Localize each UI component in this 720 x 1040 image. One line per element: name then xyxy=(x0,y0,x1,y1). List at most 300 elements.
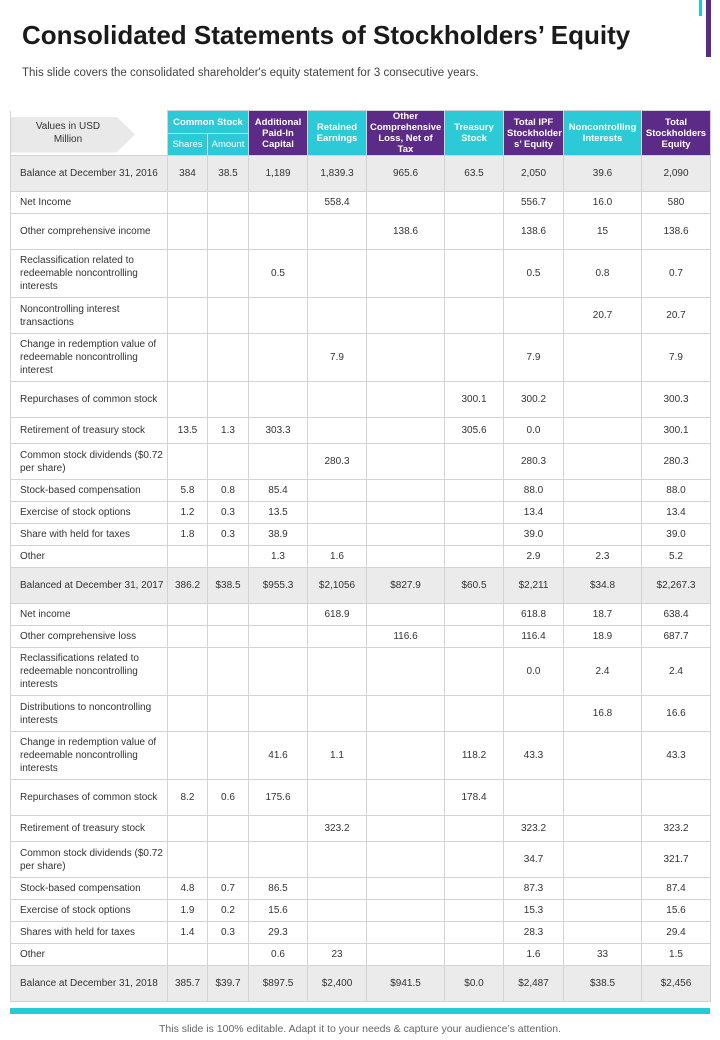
row-label: Share with held for taxes xyxy=(11,524,168,546)
cell-total-equity: 280.3 xyxy=(642,444,711,480)
table-row xyxy=(11,502,711,524)
cell-apic xyxy=(249,298,308,334)
cell-total-ipf: 280.3 xyxy=(504,444,564,480)
row-label: Other xyxy=(11,944,168,966)
table-row xyxy=(11,780,711,816)
row-label: Balance at December 31, 2018 xyxy=(11,966,168,1002)
table-row xyxy=(11,214,711,250)
cell-total-equity: 88.0 xyxy=(642,480,711,502)
cell-oci xyxy=(367,546,445,568)
cell-treasury xyxy=(445,944,504,966)
cell-treasury xyxy=(445,816,504,842)
cell-shares: 5.8 xyxy=(168,480,208,502)
cell-oci xyxy=(367,444,445,480)
row-label: Retirement of treasury stock xyxy=(11,418,168,444)
cell-treasury xyxy=(445,604,504,626)
cell-treasury xyxy=(445,648,504,696)
cell-noncontrolling xyxy=(564,502,642,524)
cell-total-equity: 321.7 xyxy=(642,842,711,878)
cell-total-equity: 1.5 xyxy=(642,944,711,966)
cell-noncontrolling: 39.6 xyxy=(564,156,642,192)
cell-apic: $955.3 xyxy=(249,568,308,604)
cell-oci: 138.6 xyxy=(367,214,445,250)
cell-amount: 0.3 xyxy=(208,502,249,524)
row-label: Balance at December 31, 2016 xyxy=(11,156,168,192)
cell-apic xyxy=(249,842,308,878)
cell-shares: 384 xyxy=(168,156,208,192)
row-label: Common stock dividends ($0.72 per share) xyxy=(11,842,168,878)
cell-treasury: 118.2 xyxy=(445,732,504,780)
cell-noncontrolling xyxy=(564,816,642,842)
cell-amount xyxy=(208,334,249,382)
cell-shares xyxy=(168,626,208,648)
cell-apic: 1.3 xyxy=(249,546,308,568)
cell-treasury xyxy=(445,524,504,546)
cell-total-ipf: 39.0 xyxy=(504,524,564,546)
cell-total-ipf: $2,211 xyxy=(504,568,564,604)
header-shares: Shares xyxy=(168,134,208,156)
cell-apic: 13.5 xyxy=(249,502,308,524)
cell-total-ipf: 13.4 xyxy=(504,502,564,524)
cell-noncontrolling xyxy=(564,444,642,480)
cell-apic xyxy=(249,382,308,418)
cell-noncontrolling xyxy=(564,480,642,502)
cell-noncontrolling: $34.8 xyxy=(564,568,642,604)
cell-total-equity: 2.4 xyxy=(642,648,711,696)
cell-treasury: 178.4 xyxy=(445,780,504,816)
table-row xyxy=(11,298,711,334)
cell-total-ipf: 300.2 xyxy=(504,382,564,418)
cell-retained xyxy=(308,214,367,250)
cell-total-equity: 323.2 xyxy=(642,816,711,842)
cell-shares xyxy=(168,250,208,298)
cell-total-ipf: 88.0 xyxy=(504,480,564,502)
cell-treasury: $0.0 xyxy=(445,966,504,1002)
cell-total-ipf xyxy=(504,696,564,732)
cell-oci xyxy=(367,334,445,382)
cell-retained xyxy=(308,480,367,502)
footer-note: This slide is 100% editable. Adapt it to your needs & capture your audience’s attention. xyxy=(159,1023,561,1035)
cell-oci xyxy=(367,732,445,780)
row-label: Reclassifications related to redeemable noncontrolling interests xyxy=(11,648,168,696)
cell-apic xyxy=(249,334,308,382)
cell-shares: 1.8 xyxy=(168,524,208,546)
cell-noncontrolling xyxy=(564,382,642,418)
cell-shares: 385.7 xyxy=(168,966,208,1002)
cell-total-equity: 5.2 xyxy=(642,546,711,568)
cell-oci xyxy=(367,418,445,444)
cell-amount xyxy=(208,250,249,298)
header-amount: Amount xyxy=(208,134,249,156)
header-noncontrolling: Noncontrolling Interests xyxy=(564,111,642,156)
cell-noncontrolling: 18.9 xyxy=(564,626,642,648)
header-treasury-stock: Treasury Stock xyxy=(445,111,504,156)
cell-retained: 1,839.3 xyxy=(308,156,367,192)
balance-row xyxy=(11,156,711,192)
cell-oci xyxy=(367,816,445,842)
cell-apic: 41.6 xyxy=(249,732,308,780)
row-label: Shares with held for taxes xyxy=(11,922,168,944)
cell-treasury xyxy=(445,250,504,298)
table-row xyxy=(11,878,711,900)
cell-treasury xyxy=(445,298,504,334)
cell-treasury: $60.5 xyxy=(445,568,504,604)
cell-oci xyxy=(367,502,445,524)
cell-shares: 4.8 xyxy=(168,878,208,900)
cell-noncontrolling: 2.3 xyxy=(564,546,642,568)
cell-shares: 386.2 xyxy=(168,568,208,604)
cell-treasury xyxy=(445,214,504,250)
cell-shares xyxy=(168,732,208,780)
balance-row xyxy=(11,568,711,604)
cell-oci xyxy=(367,944,445,966)
cell-apic xyxy=(249,192,308,214)
cell-oci xyxy=(367,382,445,418)
row-label: Balanced at December 31, 2017 xyxy=(11,568,168,604)
header-common-stock: Common Stock xyxy=(168,111,249,134)
cell-retained: 618.9 xyxy=(308,604,367,626)
cell-amount xyxy=(208,382,249,418)
table-row xyxy=(11,842,711,878)
cell-shares xyxy=(168,546,208,568)
cell-oci xyxy=(367,696,445,732)
cell-noncontrolling: 16.8 xyxy=(564,696,642,732)
cell-amount: 0.8 xyxy=(208,480,249,502)
cell-treasury xyxy=(445,480,504,502)
cell-noncontrolling xyxy=(564,922,642,944)
table-row xyxy=(11,604,711,626)
cell-shares xyxy=(168,382,208,418)
cell-amount xyxy=(208,842,249,878)
cell-retained: $2,400 xyxy=(308,966,367,1002)
cell-apic: 85.4 xyxy=(249,480,308,502)
cell-noncontrolling: 33 xyxy=(564,944,642,966)
header-retained-earnings: Retained Earnings xyxy=(308,111,367,156)
cell-total-equity xyxy=(642,780,711,816)
cell-apic xyxy=(249,816,308,842)
cell-total-ipf: 2.9 xyxy=(504,546,564,568)
table-row xyxy=(11,418,711,444)
header-corner xyxy=(11,111,168,156)
cell-total-ipf: 138.6 xyxy=(504,214,564,250)
cell-retained: 280.3 xyxy=(308,444,367,480)
cell-shares xyxy=(168,334,208,382)
cell-shares: 8.2 xyxy=(168,780,208,816)
page-title: Consolidated Statements of Stockholders’ Equity xyxy=(22,20,631,50)
cell-retained xyxy=(308,878,367,900)
cell-amount: 0.3 xyxy=(208,524,249,546)
cell-oci xyxy=(367,250,445,298)
cell-apic: 29.3 xyxy=(249,922,308,944)
cell-shares xyxy=(168,214,208,250)
cell-total-ipf: 43.3 xyxy=(504,732,564,780)
cell-noncontrolling xyxy=(564,334,642,382)
cell-apic: 1,189 xyxy=(249,156,308,192)
cell-amount: 0.2 xyxy=(208,900,249,922)
cell-treasury xyxy=(445,878,504,900)
cell-treasury xyxy=(445,334,504,382)
cell-total-equity: 43.3 xyxy=(642,732,711,780)
cell-apic: 175.6 xyxy=(249,780,308,816)
cell-total-ipf: 2,050 xyxy=(504,156,564,192)
cell-noncontrolling: 0.8 xyxy=(564,250,642,298)
cell-shares xyxy=(168,192,208,214)
cell-amount: $39.7 xyxy=(208,966,249,1002)
cell-retained: 1.6 xyxy=(308,546,367,568)
table-row xyxy=(11,382,711,418)
cell-treasury xyxy=(445,626,504,648)
cell-noncontrolling xyxy=(564,418,642,444)
cell-amount xyxy=(208,944,249,966)
table-row xyxy=(11,334,711,382)
cell-noncontrolling: 18.7 xyxy=(564,604,642,626)
cell-oci xyxy=(367,524,445,546)
table-row xyxy=(11,732,711,780)
cell-amount xyxy=(208,444,249,480)
cell-noncontrolling xyxy=(564,900,642,922)
cell-retained: 558.4 xyxy=(308,192,367,214)
cell-oci xyxy=(367,604,445,626)
cell-total-ipf: 323.2 xyxy=(504,816,564,842)
table-row xyxy=(11,546,711,568)
cell-total-ipf: 34.7 xyxy=(504,842,564,878)
cell-apic: 303.3 xyxy=(249,418,308,444)
cell-apic: 86.5 xyxy=(249,878,308,900)
cell-total-ipf: 7.9 xyxy=(504,334,564,382)
cell-shares: 1.9 xyxy=(168,900,208,922)
cell-retained xyxy=(308,780,367,816)
row-label: Net income xyxy=(11,604,168,626)
cell-retained xyxy=(308,250,367,298)
cell-apic: 0.5 xyxy=(249,250,308,298)
cell-total-equity: 687.7 xyxy=(642,626,711,648)
cell-total-equity: 16.6 xyxy=(642,696,711,732)
cell-treasury xyxy=(445,842,504,878)
cell-treasury xyxy=(445,546,504,568)
cell-oci xyxy=(367,900,445,922)
cell-treasury: 305.6 xyxy=(445,418,504,444)
cell-amount: 0.6 xyxy=(208,780,249,816)
cell-oci xyxy=(367,648,445,696)
header-apic: Additional Paid-In Capital xyxy=(249,111,308,156)
row-label: Stock-based compensation xyxy=(11,878,168,900)
cell-treasury xyxy=(445,444,504,480)
cell-total-ipf: 87.3 xyxy=(504,878,564,900)
cell-oci: 116.6 xyxy=(367,626,445,648)
cell-amount xyxy=(208,732,249,780)
cell-amount xyxy=(208,648,249,696)
header-corner-label: Values in USD Million xyxy=(35,120,101,145)
cell-oci xyxy=(367,922,445,944)
cell-amount xyxy=(208,214,249,250)
cell-retained xyxy=(308,696,367,732)
cell-total-equity: 39.0 xyxy=(642,524,711,546)
cell-oci xyxy=(367,192,445,214)
cell-noncontrolling: 20.7 xyxy=(564,298,642,334)
cell-noncontrolling xyxy=(564,842,642,878)
cell-oci xyxy=(367,842,445,878)
cell-total-ipf: 0.0 xyxy=(504,648,564,696)
cell-noncontrolling xyxy=(564,780,642,816)
cell-retained xyxy=(308,298,367,334)
cell-treasury: 63.5 xyxy=(445,156,504,192)
cell-oci: $941.5 xyxy=(367,966,445,1002)
table-row xyxy=(11,250,711,298)
cell-total-equity: 29.4 xyxy=(642,922,711,944)
cell-total-equity: 300.3 xyxy=(642,382,711,418)
cell-noncontrolling xyxy=(564,524,642,546)
cell-amount xyxy=(208,696,249,732)
row-label: Other comprehensive loss xyxy=(11,626,168,648)
table-row xyxy=(11,944,711,966)
cell-shares xyxy=(168,604,208,626)
equity-table xyxy=(10,110,711,1002)
cell-total-ipf: 15.3 xyxy=(504,900,564,922)
cell-total-ipf: 1.6 xyxy=(504,944,564,966)
accent-bar-purple xyxy=(706,0,711,57)
cell-noncontrolling: 2.4 xyxy=(564,648,642,696)
cell-retained xyxy=(308,524,367,546)
cell-shares: 1.4 xyxy=(168,922,208,944)
cell-total-ipf: 0.5 xyxy=(504,250,564,298)
cell-retained: $2,1056 xyxy=(308,568,367,604)
cell-shares xyxy=(168,944,208,966)
cell-total-equity: 20.7 xyxy=(642,298,711,334)
cell-shares xyxy=(168,842,208,878)
cell-amount xyxy=(208,626,249,648)
cell-noncontrolling: 16.0 xyxy=(564,192,642,214)
cell-amount xyxy=(208,192,249,214)
row-label: Repurchases of common stock xyxy=(11,780,168,816)
cell-total-ipf: 28.3 xyxy=(504,922,564,944)
table-row xyxy=(11,626,711,648)
header-total-equity: Total Stockholders Equity xyxy=(642,111,711,156)
cell-apic: 15.6 xyxy=(249,900,308,922)
cell-oci xyxy=(367,480,445,502)
cell-retained: 7.9 xyxy=(308,334,367,382)
row-label: Distributions to noncontrolling interests xyxy=(11,696,168,732)
cell-total-equity: 638.4 xyxy=(642,604,711,626)
cell-noncontrolling xyxy=(564,732,642,780)
cell-amount: $38.5 xyxy=(208,568,249,604)
header-total-ipf: Total IPF Stockholder s’ Equity xyxy=(504,111,564,156)
cell-shares xyxy=(168,298,208,334)
cell-retained xyxy=(308,502,367,524)
cell-apic: 0.6 xyxy=(249,944,308,966)
cell-oci: $827.9 xyxy=(367,568,445,604)
cell-apic xyxy=(249,444,308,480)
row-label: Exercise of stock options xyxy=(11,900,168,922)
cell-apic xyxy=(249,696,308,732)
cell-retained xyxy=(308,382,367,418)
cell-total-equity: 7.9 xyxy=(642,334,711,382)
cell-noncontrolling: 15 xyxy=(564,214,642,250)
cell-shares: 13.5 xyxy=(168,418,208,444)
balance-row xyxy=(11,966,711,1002)
row-label: Noncontrolling interest transactions xyxy=(11,298,168,334)
cell-total-ipf: 0.0 xyxy=(504,418,564,444)
cell-noncontrolling: $38.5 xyxy=(564,966,642,1002)
cell-shares xyxy=(168,648,208,696)
cell-amount: 0.3 xyxy=(208,922,249,944)
table-body xyxy=(11,156,711,1002)
row-label: Retirement of treasury stock xyxy=(11,816,168,842)
cell-total-ipf: 618.8 xyxy=(504,604,564,626)
row-label: Change in redemption value of redeemable noncontrolling interests xyxy=(11,732,168,780)
table-row xyxy=(11,444,711,480)
cell-total-ipf: $2,487 xyxy=(504,966,564,1002)
cell-treasury xyxy=(445,900,504,922)
cell-retained xyxy=(308,626,367,648)
cell-oci xyxy=(367,298,445,334)
cell-apic: 38.9 xyxy=(249,524,308,546)
table-row xyxy=(11,524,711,546)
row-label: Reclassification related to redeemable noncontrolling interests xyxy=(11,250,168,298)
row-label: Repurchases of common stock xyxy=(11,382,168,418)
footer-bar xyxy=(10,1008,710,1014)
cell-retained xyxy=(308,900,367,922)
table-row xyxy=(11,696,711,732)
cell-apic xyxy=(249,214,308,250)
cell-total-ipf: 556.7 xyxy=(504,192,564,214)
cell-oci xyxy=(367,780,445,816)
accent-bar-teal xyxy=(699,0,702,16)
cell-oci: 965.6 xyxy=(367,156,445,192)
cell-amount xyxy=(208,816,249,842)
row-label: Common stock dividends ($0.72 per share) xyxy=(11,444,168,480)
cell-treasury xyxy=(445,192,504,214)
cell-total-equity: 15.6 xyxy=(642,900,711,922)
cell-total-equity: $2,267.3 xyxy=(642,568,711,604)
row-label: Stock-based compensation xyxy=(11,480,168,502)
header-oci: Other Comprehensive Loss, Net of Tax xyxy=(367,111,445,156)
row-label: Other xyxy=(11,546,168,568)
cell-total-equity: $2,456 xyxy=(642,966,711,1002)
row-label: Change in redemption value of redeemable noncontrolling interest xyxy=(11,334,168,382)
row-label: Other comprehensive income xyxy=(11,214,168,250)
table-row xyxy=(11,922,711,944)
cell-amount: 38.5 xyxy=(208,156,249,192)
cell-shares: 1.2 xyxy=(168,502,208,524)
table-row xyxy=(11,480,711,502)
cell-retained: 323.2 xyxy=(308,816,367,842)
cell-apic xyxy=(249,604,308,626)
cell-treasury: 300.1 xyxy=(445,382,504,418)
cell-apic xyxy=(249,648,308,696)
cell-total-ipf xyxy=(504,780,564,816)
cell-total-equity: 2,090 xyxy=(642,156,711,192)
row-label: Exercise of stock options xyxy=(11,502,168,524)
cell-total-equity: 0.7 xyxy=(642,250,711,298)
table-row xyxy=(11,648,711,696)
cell-retained xyxy=(308,842,367,878)
cell-apic xyxy=(249,626,308,648)
table-row xyxy=(11,192,711,214)
cell-total-equity: 13.4 xyxy=(642,502,711,524)
row-label: Net Income xyxy=(11,192,168,214)
cell-amount: 1.3 xyxy=(208,418,249,444)
cell-apic: $897.5 xyxy=(249,966,308,1002)
cell-amount xyxy=(208,546,249,568)
cell-retained xyxy=(308,922,367,944)
cell-retained: 1.1 xyxy=(308,732,367,780)
cell-retained xyxy=(308,648,367,696)
cell-retained xyxy=(308,418,367,444)
cell-shares xyxy=(168,696,208,732)
cell-treasury xyxy=(445,502,504,524)
page-subtitle: This slide covers the consolidated shareholder's equity statement for 3 consecutive years. xyxy=(22,67,479,79)
cell-total-equity: 300.1 xyxy=(642,418,711,444)
